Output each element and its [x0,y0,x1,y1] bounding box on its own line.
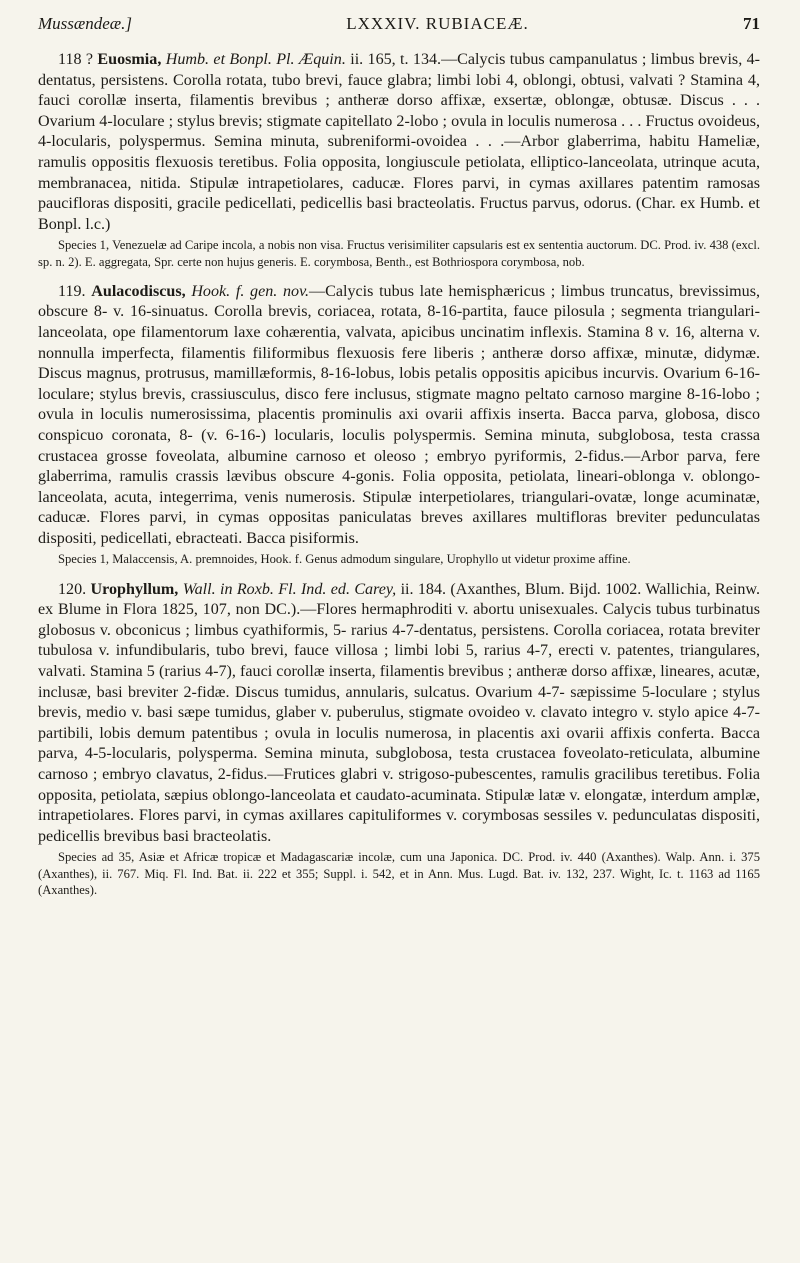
entry-number: 118 ? [58,51,94,68]
book-page [38,14,760,910]
genus-name: Urophyllum, [90,580,179,598]
genus-name: Aulacodiscus, [91,282,186,300]
genus-description: ii. 184. (Axanthes, Blum. Bijd. 1002. Wallichia, Reinw. ex Blume in Flora 1825, 107, non DC.).—Flores hermaphroditi v. abortu unisexuales. Calycis tubus turbinatus globosus v. obconicus ; limbus cyathiformis, 5- rarius 4-7-dentatus, persistens. Corolla coriacea, rotata breviter tubulosa v. infundibularis, tubo brevi, fauce villosa ; limbi lobi 5, rarius 4-7, erecti v. patentes, triangulares, valvati. Stamina 5 (rarius 4-7), fauci corollæ inserta, filamentis brevibus ; antheræ dorso affixæ, lineares, acutæ, inclusæ, basi breviter 2-fidæ. Discus tumidus, annularis, sulcatus. Ovarium 4-7- sæpissime 5-loculare ; stylus brevis, medio v. basi sæpe tumidus, glaber v. puberulus, stigmate ovoideo v. clavato integro v. stylo apice 4-7-partibili, lobis demum patentibus ; ovula in loculis numerosa, in placentis axi ovarii affixis conferta. Bacca parva, 4-5-locularis, polysperma. Semina minuta, subglobosa, testa crustacea foveolato-reticulata, albumine carnoso ; embryo clavatus, 2-fidus.—Frutices glabri v. strigoso-pubescentes, ramulis gracilibus teretibus. Folia opposita, petiolata, sæpius oblongo-lanceolata et caudato-acuminata. Stipulæ latæ v. elongatæ, interdum amplæ, intrapetiolares. Flores parvi, in cymas axillares capituliformes v. corymbosas sessiles v. pedunculatas dispositi, pedicellis brevibus basi bracteolatis. [38,580,761,845]
species-note: Species ad 35, Asiæ et Africæ tropicæ et Madagascariæ incolæ, cum una Japonica. DC. Prod. iv. 440 (Axanthes). Walp. Ann. i. 375 (Axanthes), ii. 767. Miq. Fl. Ind. Bat. ii. 222 et 355; Suppl. i. 542, et in Ann. Mus. Lugd. Bat. iv. 132, 237. Wight, Ic. t. 1163 ad 1165 (Axanthes). [38,850,760,897]
running-head-tribe: Mussændeæ.] [38,14,132,33]
genus-description: —Calycis tubus late hemisphæricus ; limbus truncatus, brevissimus, obscure 8- v. 16-sinuatus. Corolla brevis, coriacea, rotata, 8-16-partita, fauce pilosula ; segmenta triangulari-lanceolata, ope filamentorum laxe cohærentia, valvata, apicibus uncinatim inflexis. Stamina 8 v. 16, alterna v. nonnulla imperfecta, filamentis filiformibus flexuosis fere liberis ; antheræ dorso affixæ, minutæ, didymæ. Discus magnus, protrusus, mamillæformis, 8-16-lobus, lobis petalis oppositis apicibus incurvis. Ovarium 6-16-loculare; stylus brevis, crassiusculus, disco fere inclusus, stigmate magno peltato carnoso margine 8-16-lobo ; ovula in loculis numerosissima, placentis prominulis axi ovarii affixis inserta. Bacca parva, globosa, disco conspicuo coronata, 8- (v. 6-16-) locularis, loculis polyspermis. Semina minuta, subglobosa, testa crassa crustacea grosse foveolata, albumine carnoso et oleoso ; embryo pyriformis, 2-fidus.—Arbor parva, fere glaberrima, ramulis crassis lævibus obscure 4-gonis. Folia opposita, petiolata, lineari-oblonga v. oblongo-lanceolata, acuta, integerrima, venis numerosis. Stipulæ interpetiolares, triangulari-ovatæ, longe acuminatæ, caducæ. Flores parvi, in cymas oppositas paniculatas breves axillares multifloras breviter pedunculatas dispositi, pedicellati, ebracteati. Bacca pisiformis. [38,282,761,547]
running-head [38,14,760,34]
genus-name: Euosmia, [97,51,162,68]
species-note: Species 1, Malaccensis, A. premnoides, Hook. f. Genus admodum singulare, Urophyllo ut videtur proxime affine. [58,552,631,567]
genus-entry-urophyllum [38,580,760,848]
running-head-family: LXXXIV. RUBIACEÆ. [346,14,529,33]
genus-description: ii. 165, t. 134.—Calycis tubus campanulatus ; limbus brevis, 4-dentatus, persistens. Corolla rotata, tubo brevi, fauce glabra; limbi lobi 4, oblongi, obtusi, valvati ? Stamina 4, fauci corollæ inserta, filamentis brevibus ; antheræ dorso affixæ, exsertæ, oblongæ, obtusæ. Discus . . . Ovarium 4-loculare ; stylus brevis; stigmate capitellato 2-lobo ; ovula in loculis numerosa . . . Fructus ovoideus, 4-locularis, polyspermus. Semina minuta, subreniformi-ovoidea . . .—Arbor glaberrima, habitu Hameliæ, ramulis oppositis flexuosis teretibus. Folia opposita, longiuscule petiolata, elliptico-lanceolata, utrinque acuta, membranacea, nitida. Stipulæ intrapetiolares, caducæ. Flores parvi, in cymas axillares patentim ramosas paucifloras dispositi, gracile pedicellati, pedicellis basi bracteolatis. Fructus parvus, odorus. (Char. ex Humb. et Bonpl. l.c.) [38,51,760,233]
genus-citation: Hook. f. gen. nov. [191,282,310,300]
species-note: Species 1, Venezuelæ ad Caripe incola, a nobis non visa. Fructus verisimiliter capsularis est ex sententia auctorum. DC. Prod. iv. 438 (excl. sp. n. 2). E. aggregata, Spr. certe non hujus generis. E. corymbosa, Benth., est Bothriospora corymbosa, nob. [38,238,760,269]
genus-entry-euosmia [38,50,760,235]
genus-citation: Humb. et Bonpl. Pl. Æquin. [165,51,346,68]
genus-entry-aulacodiscus [38,282,760,550]
genus-citation: Wall. in Roxb. Fl. Ind. ed. Carey, [182,580,397,598]
page-number: 71 [743,14,760,33]
entry-number: 119. [58,282,86,300]
entry-number: 120. [58,580,87,598]
